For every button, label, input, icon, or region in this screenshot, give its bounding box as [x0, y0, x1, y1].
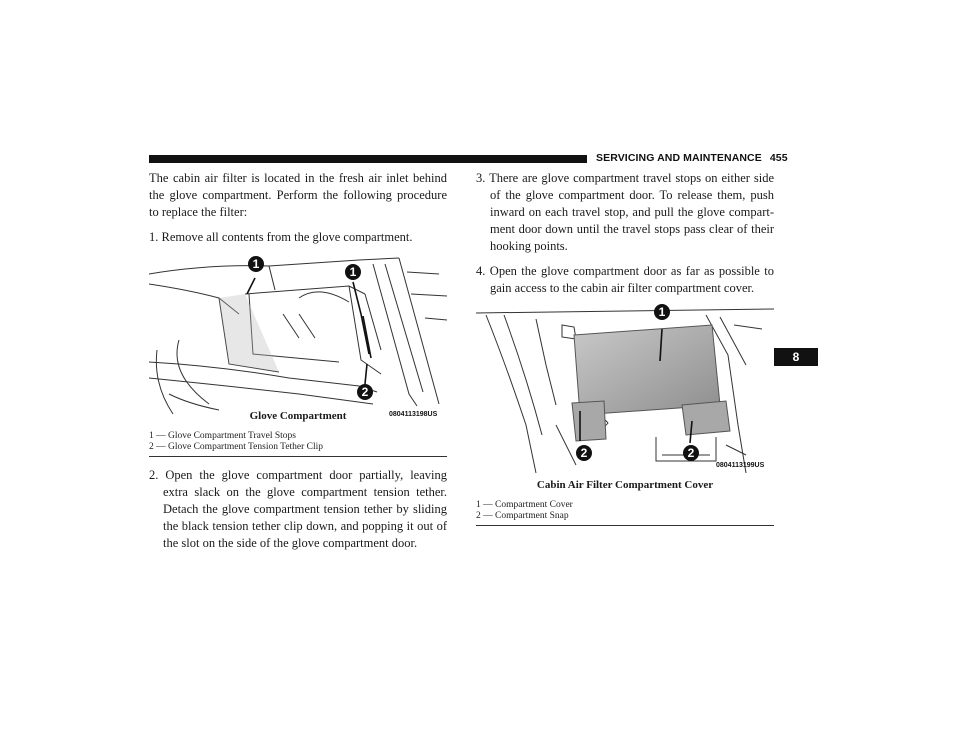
figure-legend [149, 431, 447, 456]
legend-item: 2 — Compartment Snap [476, 511, 569, 521]
legend-item: 2 — Glove Compartment Tension Tether Clip [149, 442, 324, 452]
figure-code: 0804113199US [716, 462, 765, 469]
right-column [476, 170, 774, 526]
figure-caption: Cabin Air Filter Compartment Cover [536, 479, 714, 491]
figure-cabin-air-filter [476, 305, 774, 526]
intro-paragraph: The cabin air filter is located in the fresh air inlet behind the glove compartment. Perform the following procedure to replace the filter: [149, 171, 447, 219]
callout-2: 2 [357, 384, 373, 400]
glove-compartment-drawing [149, 254, 447, 424]
callout-1: 1 [654, 304, 670, 320]
figure-legend [476, 500, 774, 525]
callout-1b: 1 [345, 264, 361, 280]
callout-1a: 1 [248, 256, 264, 272]
figure-glove-compartment [149, 254, 447, 457]
chapter-tab[interactable]: 8 [774, 348, 818, 366]
legend-item: 1 — Compartment Cover [476, 500, 573, 510]
step-2: 2. Open the glove compartment door partially, leaving extra slack on the glove compartment tension tether. Detach the glove compartment tension tether by sliding the black tension tether clip down, and popping it out of the slot on the side of the glove compartment door. [149, 468, 447, 550]
step-3: 3. There are glove compartment travel stops on either side of the glove compartment door. To release them, push inward on each travel stop, and pull the glove compart-ment door down until the travel stops pass clear of their hooking points. [476, 171, 774, 253]
cabin-air-filter-drawing [476, 305, 774, 473]
callout-2a: 2 [576, 445, 592, 461]
page-number: 455 [769, 152, 788, 164]
step-1: 1. Remove all contents from the glove compartment. [149, 230, 413, 244]
callout-2b: 2 [683, 445, 699, 461]
glove-compartment-illustration [149, 254, 447, 424]
figure-caption: Glove Compartment [249, 410, 347, 422]
figure-code: 0804113198US [389, 411, 438, 418]
running-header [596, 152, 788, 164]
section-title: SERVICING AND MAINTENANCE [596, 152, 762, 164]
header-rule [149, 155, 587, 163]
step-4: 4. Open the glove compartment door as far as possible to gain access to the cabin air filter compartment cover. [476, 264, 774, 295]
left-column [149, 170, 447, 560]
legend-item: 1 — Glove Compartment Travel Stops [149, 431, 296, 441]
cabin-air-filter-illustration [476, 305, 774, 473]
